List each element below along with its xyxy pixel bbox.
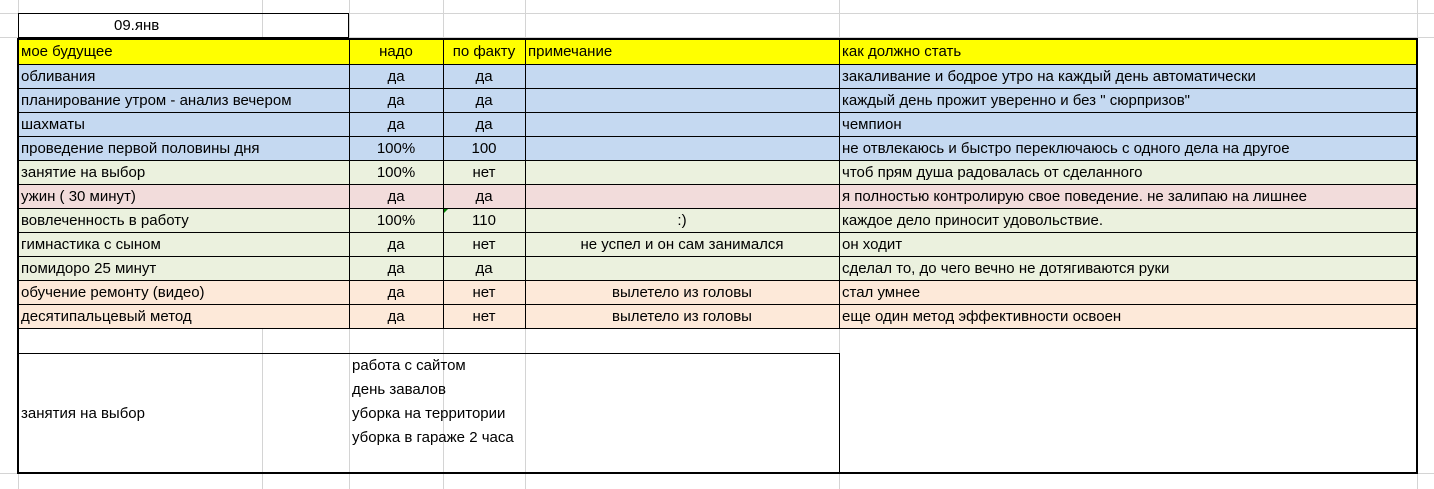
row-goal[interactable]: чтоб прям душа радовалась от сделанного	[842, 164, 1143, 181]
row-goal[interactable]: не отвлекаюсь и быстро переключаюсь с одного дела на другое	[842, 140, 1290, 157]
row-name[interactable]: гимнастика с сыном	[21, 236, 161, 253]
row-fact[interactable]: нет	[472, 164, 496, 181]
row-note[interactable]	[525, 185, 839, 209]
row-need[interactable]: да	[387, 284, 405, 301]
row-name[interactable]: шахматы	[21, 116, 85, 133]
row-goal[interactable]: еще один метод эффективности освоен	[842, 308, 1122, 325]
row-note[interactable]: не успел и он сам занимался	[580, 236, 784, 253]
row-need[interactable]: 100%	[376, 140, 416, 157]
row-goal[interactable]: каждый день прожит уверенно и без " сюрпризов"	[842, 92, 1191, 109]
header-my-future[interactable]: мое будущее	[21, 43, 113, 60]
row-fact[interactable]: 110	[472, 212, 496, 229]
row-need[interactable]: да	[387, 68, 405, 85]
row-fact[interactable]: да	[475, 68, 493, 85]
choice-item[interactable]: уборка в гараже 2 часа	[352, 429, 514, 446]
row-need[interactable]: да	[387, 236, 405, 253]
row-need[interactable]: 100%	[376, 212, 416, 229]
row-note[interactable]	[525, 113, 839, 137]
row-note[interactable]	[525, 89, 839, 113]
row-name[interactable]: занятие на выбор	[21, 164, 146, 181]
row-need[interactable]: да	[387, 308, 405, 325]
row-note[interactable]	[525, 65, 839, 89]
row-need[interactable]: 100%	[376, 164, 416, 181]
row-name[interactable]: обучение ремонту (видео)	[21, 284, 205, 301]
row-fact[interactable]: 100	[471, 140, 497, 157]
choice-item[interactable]: день завалов	[352, 381, 446, 398]
choice-label[interactable]: занятия на выбор	[21, 405, 145, 422]
header-need[interactable]: надо	[379, 43, 413, 60]
row-name[interactable]: планирование утром - анализ вечером	[21, 92, 292, 109]
row-name[interactable]: десятипальцевый метод	[21, 308, 192, 325]
row-fact[interactable]: да	[475, 116, 493, 133]
row-goal[interactable]: он ходит	[842, 236, 903, 253]
header-note[interactable]: примечание	[528, 43, 613, 60]
row-fact[interactable]: да	[475, 260, 493, 277]
row-name[interactable]: помидоро 25 минут	[21, 260, 157, 277]
row-goal[interactable]: закаливание и бодрое утро на каждый день автоматически	[842, 68, 1256, 85]
row-name[interactable]: ужин ( 30 минут)	[21, 188, 136, 205]
row-fact[interactable]: да	[475, 92, 493, 109]
row-note[interactable]	[525, 257, 839, 281]
row-fact[interactable]: да	[475, 188, 493, 205]
header-goal[interactable]: как должно стать	[842, 43, 962, 60]
row-goal[interactable]: сделал то, до чего вечно не дотягиваются руки	[842, 260, 1170, 277]
choice-item[interactable]: работа с сайтом	[352, 357, 466, 374]
row-note[interactable]	[525, 161, 839, 185]
row-note[interactable]: вылетело из головы	[612, 308, 752, 325]
row-note[interactable]: вылетело из головы	[612, 284, 752, 301]
row-need[interactable]: да	[387, 116, 405, 133]
row-goal[interactable]: я полностью контролирую свое поведение. не залипаю на лишнее	[842, 188, 1308, 205]
date-cell[interactable]	[18, 13, 349, 38]
row-note[interactable]: :)	[677, 212, 687, 229]
row-goal[interactable]: чемпион	[842, 116, 902, 133]
header-fact[interactable]: по факту	[452, 43, 516, 60]
choice-item[interactable]: уборка на территории	[352, 405, 506, 422]
row-name[interactable]: обливания	[21, 68, 96, 85]
row-fact[interactable]: нет	[472, 236, 496, 253]
row-need[interactable]: да	[387, 260, 405, 277]
row-need[interactable]: да	[387, 92, 405, 109]
row-note[interactable]	[525, 137, 839, 161]
row-need[interactable]: да	[387, 188, 405, 205]
row-name[interactable]: проведение первой половины дня	[21, 140, 260, 157]
row-fact[interactable]: нет	[472, 308, 496, 325]
row-goal[interactable]: каждое дело приносит удовольствие.	[842, 212, 1103, 229]
date-label: 09.янв	[114, 17, 160, 34]
row-goal[interactable]: стал умнее	[842, 284, 921, 301]
row-name[interactable]: вовлеченность в работу	[21, 212, 189, 229]
row-fact[interactable]: нет	[472, 284, 496, 301]
